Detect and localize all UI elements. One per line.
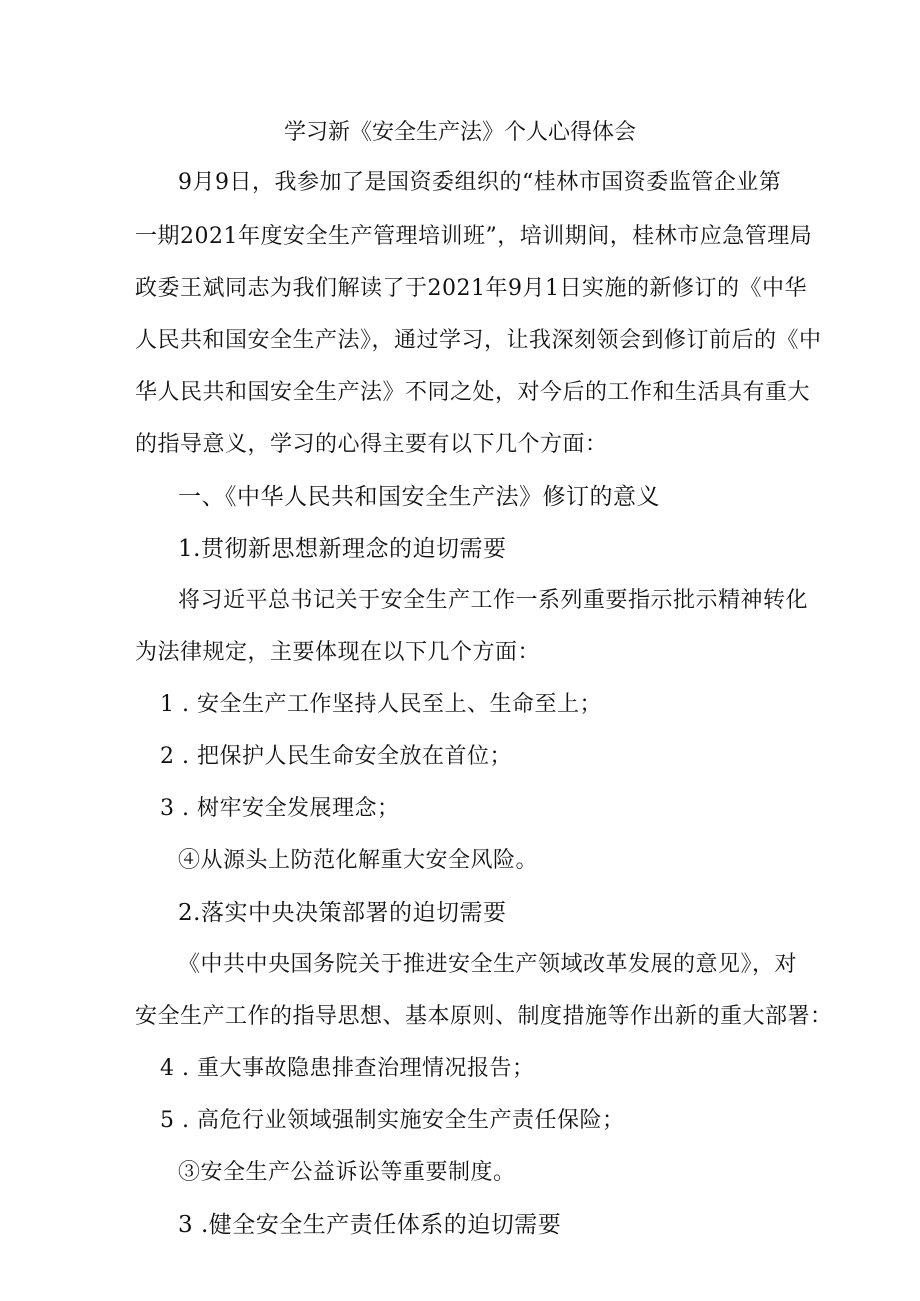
- paragraph-line: 一期2021年度安全生产管理培训班”，培训期间，桂林市应急管理局: [135, 224, 813, 249]
- paragraph-line: 将习近平总书记关于安全生产工作一系列重要指示批示精神转化: [178, 588, 809, 613]
- list-item: 3 . 树牢安全发展理念；: [160, 796, 400, 821]
- paragraph-line: 的指导意义，学习的心得主要有以下几个方面：: [135, 432, 608, 457]
- paragraph-line: 9月9日，我参加了是国资委组织的“桂林市国资委监管企业第: [178, 170, 782, 195]
- list-item: 2 . 把保护人民生命安全放在首位；: [160, 744, 512, 769]
- list-item: 1 . 安全生产工作坚持人民至上、生命至上；: [160, 692, 602, 717]
- paragraph-line: 华人民共和国安全生产法》不同之处，对今后的工作和生活具有重大: [135, 380, 811, 405]
- list-item: ④从源头上防范化解重大安全风险。: [178, 848, 539, 873]
- paragraph-line: 为法律规定，主要体现在以下几个方面：: [135, 640, 541, 665]
- subsection-heading: 1.贯彻新思想新理念的迫切需要: [178, 536, 507, 562]
- section-heading: 一、《中华人民共和国安全生产法》修订的意义: [178, 484, 660, 510]
- paragraph-line: 《中共中央国务院关于推进安全生产领域改革发展的意见》，对: [178, 952, 798, 977]
- list-item: 4 . 重大事故隐患排查治理情况报告；: [160, 1056, 535, 1081]
- paragraph-line: 安全生产工作的指导思想、基本原则、制度措施等作出新的重大部署：: [135, 1004, 833, 1029]
- subsection-heading: 2.落实中央决策部署的迫切需要: [178, 900, 507, 926]
- list-item: 5 . 高危行业领域强制实施安全生产责任保险；: [160, 1108, 625, 1133]
- paragraph-line: 人民共和国安全生产法》，通过学习，让我深刻领会到修订前后的《中: [135, 328, 822, 353]
- paragraph-line: 政委王斌同志为我们解读了于2021年9月1日实施的新修订的《中华: [135, 276, 807, 301]
- list-item: ③安全生产公益诉讼等重要制度。: [178, 1160, 516, 1185]
- document-title: 学习新《安全生产法》个人心得体会: [283, 120, 636, 145]
- subsection-heading: 3 .健全安全生产责任体系的迫切需要: [178, 1212, 562, 1238]
